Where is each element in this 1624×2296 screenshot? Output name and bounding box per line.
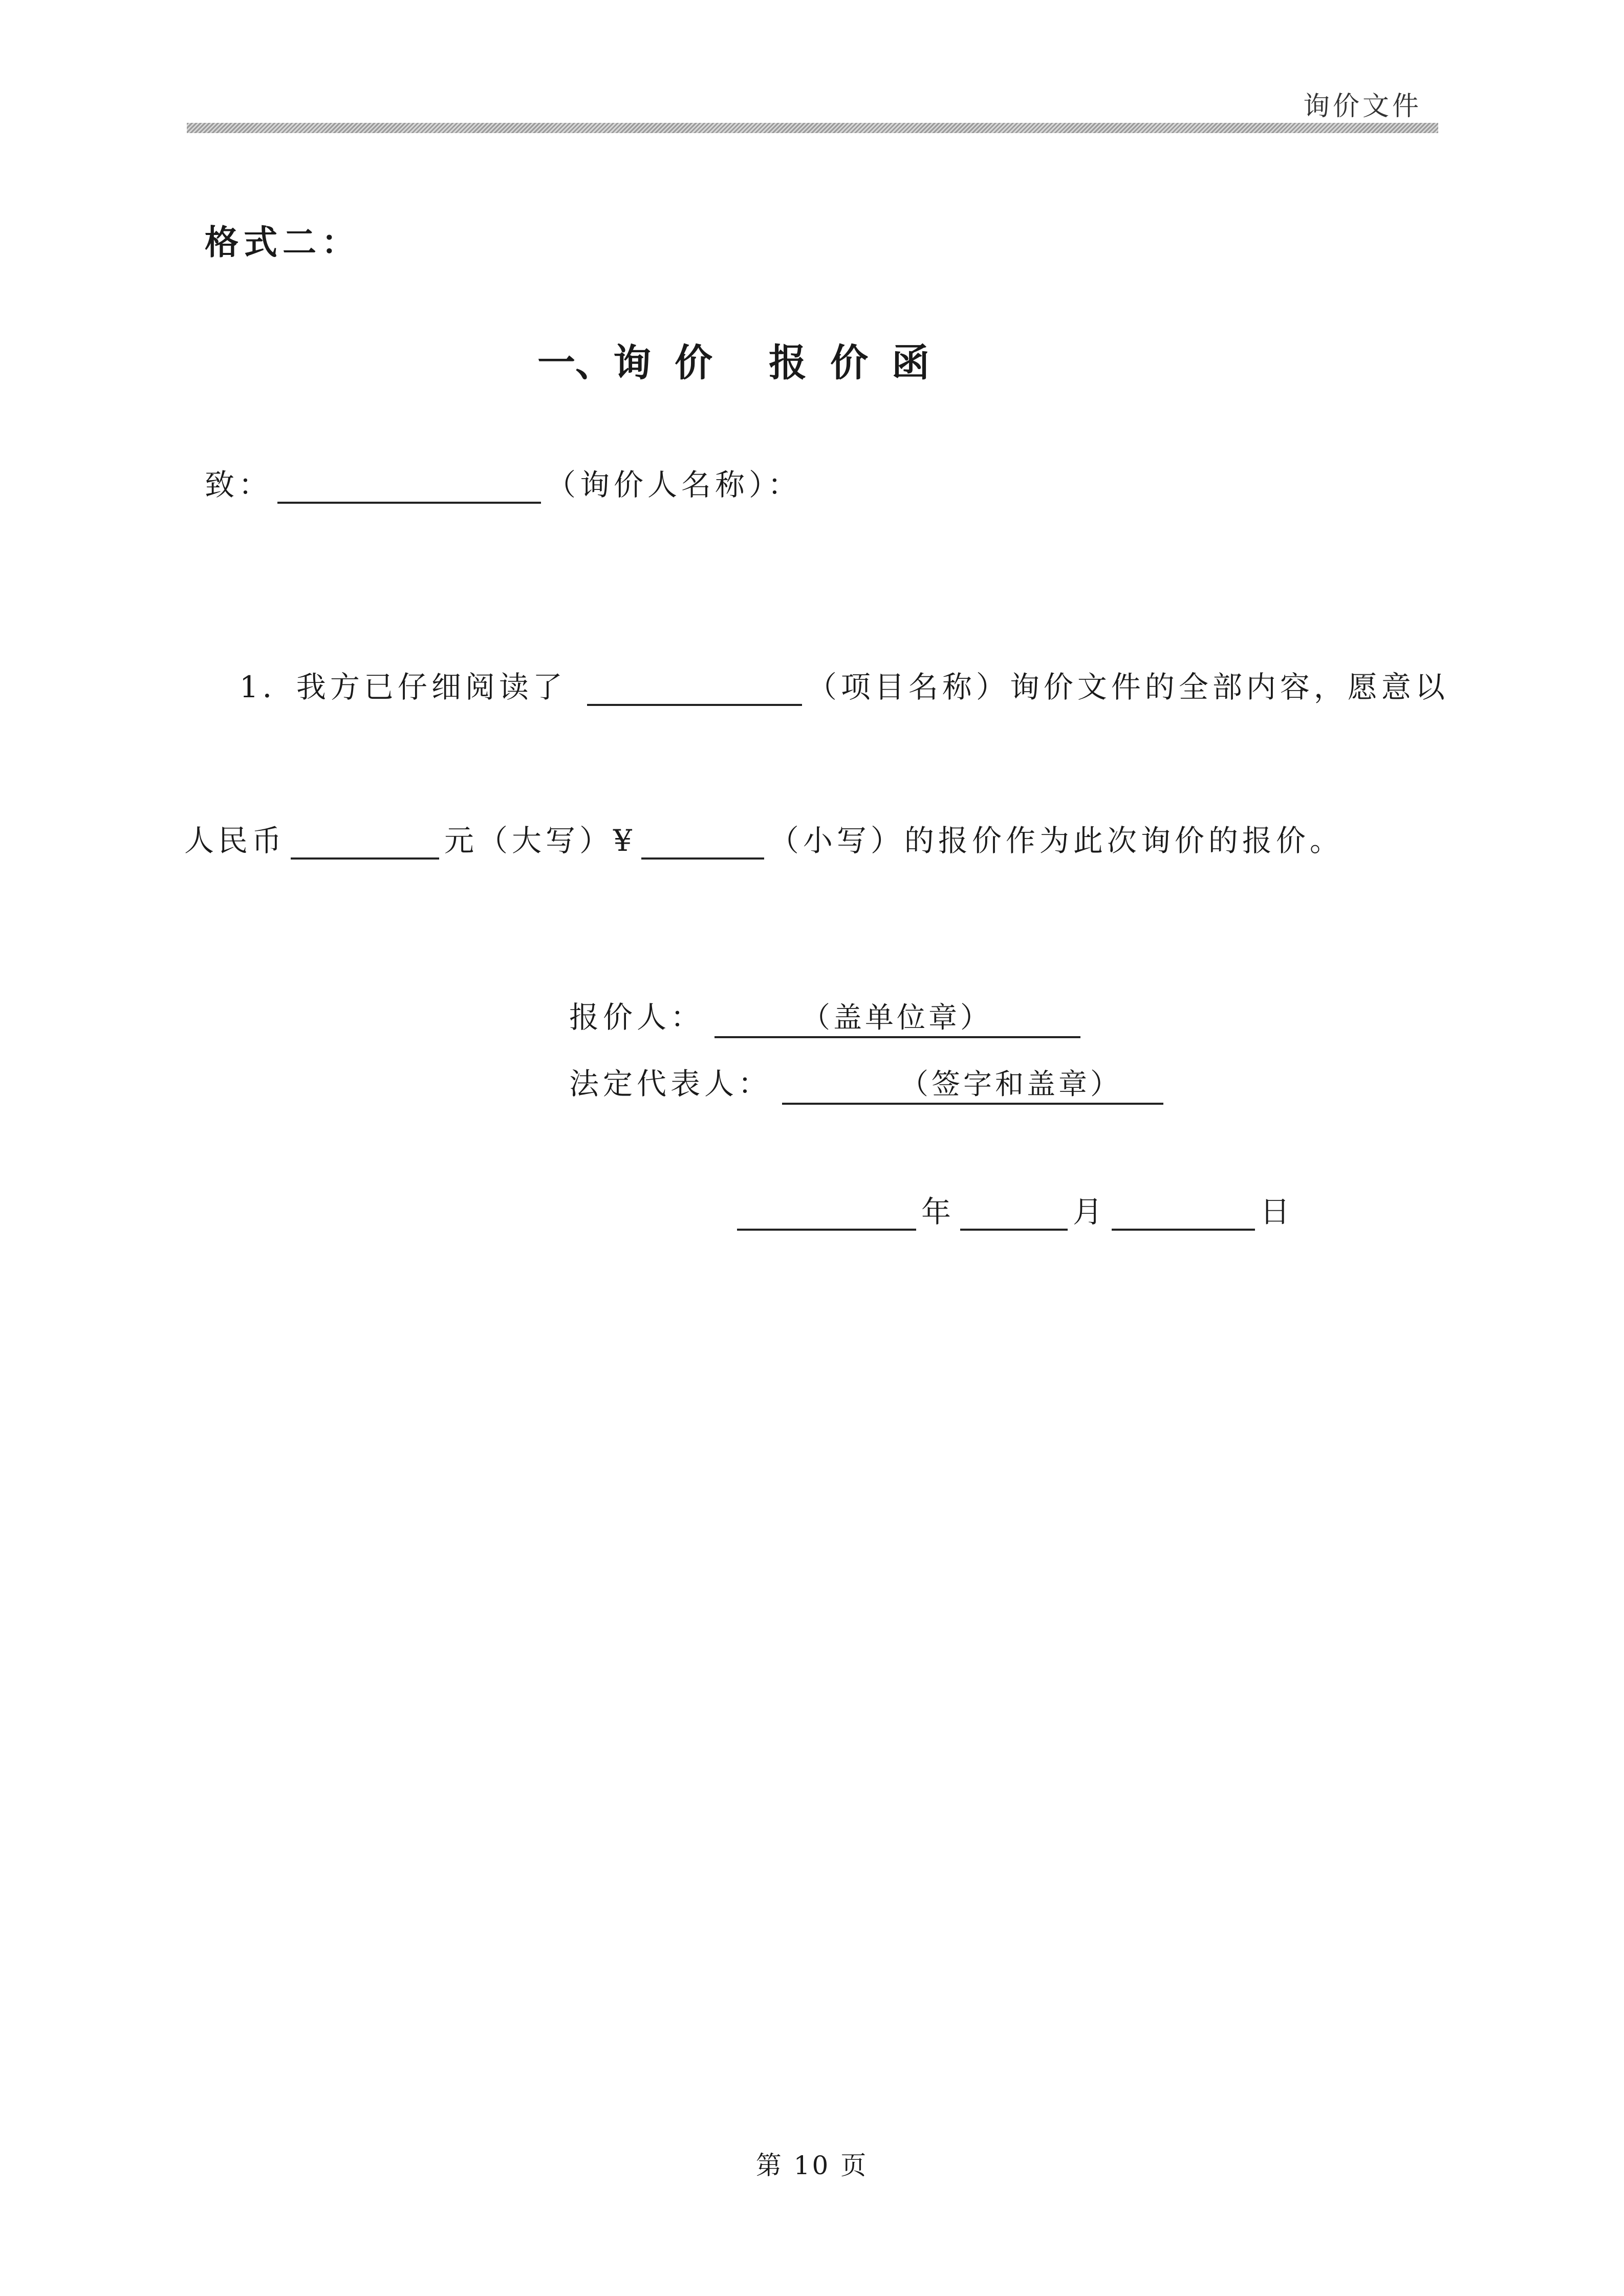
- paragraph-1: [240, 663, 1449, 706]
- year-blank[interactable]: [737, 1197, 916, 1231]
- format-label: 格式二：: [205, 222, 360, 262]
- quoter-stamp-field[interactable]: （盖单位章）: [714, 995, 1080, 1038]
- rep-label: 法定代表人：: [569, 1066, 772, 1101]
- addressee-label: 致：: [205, 467, 273, 502]
- representative-signature-line: [569, 1060, 1163, 1105]
- document-title: [537, 333, 953, 387]
- year-label: 年: [921, 1194, 956, 1229]
- header-doc-name: 询价文件: [1303, 91, 1422, 122]
- day-label: 日: [1260, 1194, 1294, 1229]
- header-divider: [187, 123, 1438, 133]
- addressee-line: [205, 461, 802, 504]
- month-blank[interactable]: [960, 1197, 1068, 1231]
- project-name-blank[interactable]: [587, 672, 802, 706]
- paragraph-2: [184, 817, 1344, 860]
- p2-text-c: （小写）的报价作为此次询价的报价。: [769, 823, 1344, 858]
- title-part-5: 函: [892, 341, 929, 385]
- amount-figures-blank[interactable]: [641, 826, 764, 860]
- title-part-1: 一、询: [537, 341, 651, 385]
- title-part-2: 价: [675, 341, 712, 385]
- p1-text-a: 1．我方已仔细阅读了: [240, 670, 567, 704]
- rep-stamp-field[interactable]: （签字和盖章）: [782, 1062, 1163, 1105]
- day-blank[interactable]: [1112, 1197, 1255, 1231]
- title-part-4: 价: [830, 341, 868, 385]
- p2-text-b: 元（大写）¥: [444, 823, 636, 858]
- quoter-signature-line: [569, 993, 1080, 1038]
- title-part-3: 报: [769, 341, 807, 385]
- date-line: [732, 1188, 1294, 1231]
- quoter-label: 报价人：: [569, 1000, 705, 1035]
- amount-words-blank[interactable]: [291, 826, 439, 860]
- month-label: 月: [1073, 1194, 1107, 1229]
- addressee-hint: （询价人名称）：: [546, 467, 802, 502]
- page-number: 第 10 页: [755, 2151, 869, 2180]
- p2-text-a: 人民币: [184, 823, 286, 858]
- addressee-blank[interactable]: [277, 470, 541, 504]
- p1-text-b: （项目名称）询价文件的全部内容，愿意以: [807, 670, 1449, 704]
